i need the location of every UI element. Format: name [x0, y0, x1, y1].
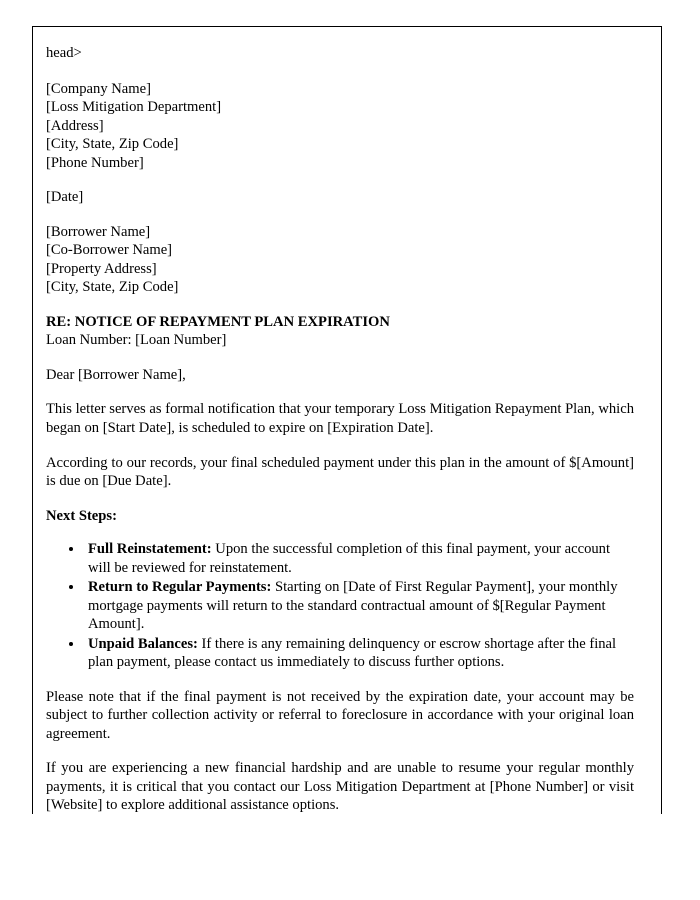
paragraph-2: According to our records, your final scheduled payment under this plan in the amount of $[Amount] is due on [Due Date]. — [46, 454, 634, 490]
spacer — [46, 207, 634, 223]
sender-address-block — [46, 80, 634, 173]
recipient-line: [Co-Borrower Name] — [46, 242, 173, 259]
list-item-text: Upon the successful completion of this final payment, your account will be reviewed for reinstatement. — [88, 541, 611, 576]
list-item — [84, 635, 634, 672]
spacer — [46, 438, 634, 454]
spacer — [46, 491, 634, 507]
subject-line: RE: NOTICE OF REPAYMENT PLAN EXPIRATION — [46, 313, 390, 330]
sender-line: [Phone Number] — [46, 154, 144, 171]
sender-line: [Address] — [46, 117, 104, 134]
list-item-label: Unpaid Balances: — [88, 635, 198, 652]
sender-line: [Loss Mitigation Department] — [46, 99, 222, 116]
recipient-line: [Property Address] — [46, 260, 157, 277]
list-item-label: Full Reinstatement: — [88, 541, 212, 558]
document-content — [46, 44, 634, 815]
spacer — [46, 172, 634, 188]
recipient-address-block — [46, 223, 634, 297]
next-steps-list — [46, 540, 634, 672]
spacer — [46, 297, 634, 313]
paragraph-1: This letter serves as formal notification that your temporary Loss Mitigation Repayment Plan, which began on [Start Date], is scheduled to expire on [Expiration Date]. — [46, 401, 634, 436]
list-item — [84, 578, 634, 634]
spacer — [46, 63, 634, 80]
paragraph-4: If you are experiencing a new financial hardship and are unable to resume your regular monthly payments, it is critical that you contact our Loss Mitigation Department at [Phone Number] or visit [Website] to explore additional assistance options. — [46, 760, 634, 814]
list-item-text: If there is any remaining delinquency or escrow shortage after the final plan payment, please contact us immediately to discuss further options. — [88, 635, 617, 671]
spacer — [46, 525, 634, 540]
spacer — [46, 672, 634, 688]
salutation: Dear [Borrower Name], — [46, 366, 186, 383]
next-steps-heading: Next Steps: — [46, 507, 117, 524]
spacer — [46, 384, 634, 400]
stray-html-tag: head> — [46, 45, 82, 61]
spacer — [46, 350, 634, 366]
recipient-line: [Borrower Name] — [46, 223, 151, 240]
list-item-label: Return to Regular Payments: — [88, 579, 272, 596]
sender-line: [City, State, Zip Code] — [46, 136, 179, 153]
sender-line: [Company Name] — [46, 80, 151, 97]
spacer — [46, 743, 634, 759]
paragraph-3: Please note that if the final payment is not received by the expiration date, your account may be subject to further collection activity or referral to foreclosure in accordance with your original loan agreement. — [46, 688, 634, 742]
list-item-text: Starting on [Date of First Regular Payment], your monthly mortgage payments will return to the standard contractual amount of $[Regular Payment Amount]. — [88, 579, 618, 633]
list-item — [84, 540, 634, 577]
loan-number-line: Loan Number: [Loan Number] — [46, 332, 227, 349]
recipient-line: [City, State, Zip Code] — [46, 279, 179, 296]
date-line: [Date] — [46, 189, 84, 206]
